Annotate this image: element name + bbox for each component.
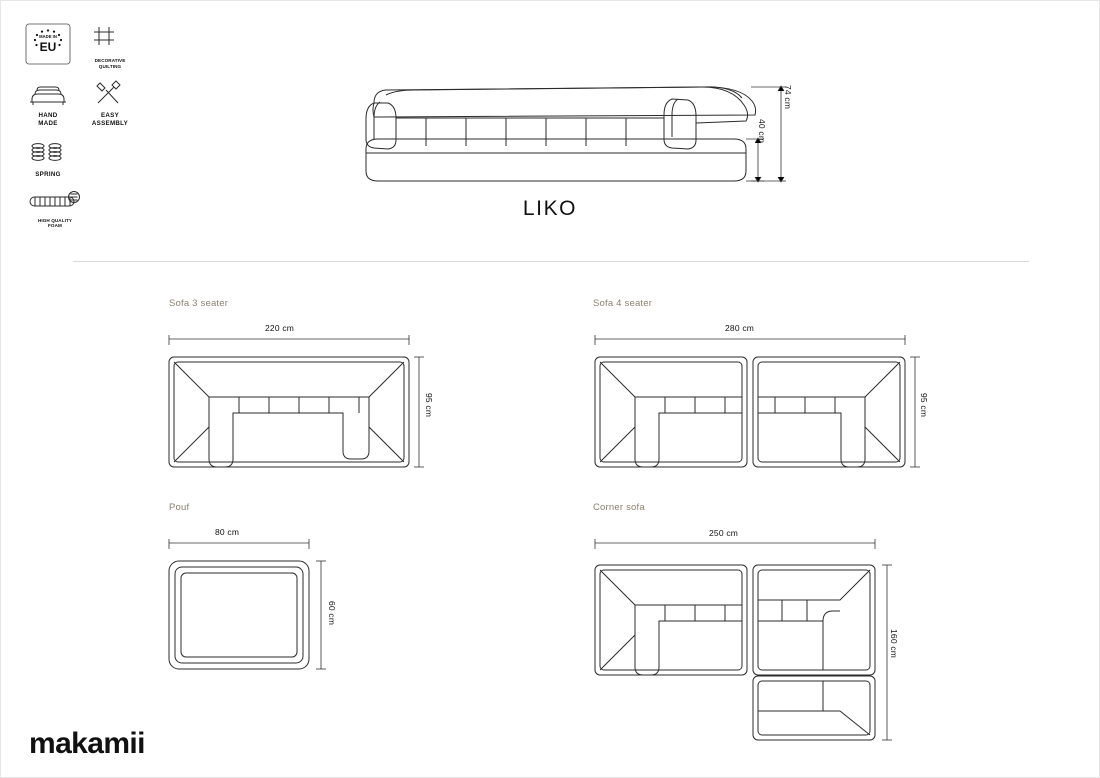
badge-easy-assembly — [87, 79, 133, 128]
label-sofa-3-seater: Sofa 3 seater — [169, 298, 229, 309]
pouf-top-view — [161, 535, 351, 690]
quilting-icon — [89, 23, 131, 55]
label-sofa-4-seater: Sofa 4 seater — [593, 298, 653, 309]
badge-row-1 — [25, 23, 145, 69]
hand-made-icon — [26, 79, 70, 109]
badge-decorative-quilting — [87, 23, 133, 69]
badge-made-in-eu — [25, 23, 71, 65]
badge-label: HIGH QUALITY FOAM — [37, 217, 73, 229]
eu-stars-icon — [25, 23, 71, 65]
badge-row-2 — [25, 79, 145, 128]
badge-label: HAND MADE — [38, 112, 58, 128]
label-corner-sofa: Corner sofa — [593, 502, 645, 513]
spring-coils-icon — [25, 138, 71, 168]
badge-spring — [25, 138, 71, 179]
corner-sofa-top-view — [587, 535, 907, 750]
badge-label: EASY ASSEMBLY — [91, 112, 129, 128]
hero-total-height-label: 74 cm — [783, 85, 793, 110]
dim-sofa3-width: 220 cm — [265, 323, 295, 333]
hero-seat-height-label: 40 cm — [757, 119, 767, 144]
section-divider — [73, 261, 1029, 262]
svg-text:MADE IN: MADE IN — [39, 34, 57, 39]
dim-pouf-depth: 60 cm — [327, 601, 337, 626]
badge-row-3 — [25, 138, 145, 179]
dim-sofa4-depth: 95 cm — [919, 393, 929, 418]
dim-corner-depth: 160 cm — [889, 629, 899, 659]
dim-pouf-width: 80 cm — [215, 527, 240, 537]
svg-text:EU: EU — [39, 40, 57, 54]
badge-hand-made — [25, 79, 71, 128]
product-title: LIKO — [522, 197, 578, 220]
label-pouf: Pouf — [169, 502, 190, 513]
dim-sofa4-width: 280 cm — [725, 323, 755, 333]
dim-sofa3-depth: 95 cm — [424, 393, 434, 418]
badge-label: DECORATIVE QUILTING — [94, 58, 126, 69]
brand-logo: makamii — [29, 727, 145, 760]
sofa-3-seater-top-view — [161, 331, 431, 486]
badge-label: SPRING — [35, 170, 61, 178]
sofa-4-seater-top-view — [587, 331, 927, 486]
hero-sofa-front-view — [356, 41, 796, 191]
dim-corner-width: 250 cm — [709, 528, 739, 538]
tools-icon — [90, 79, 130, 109]
